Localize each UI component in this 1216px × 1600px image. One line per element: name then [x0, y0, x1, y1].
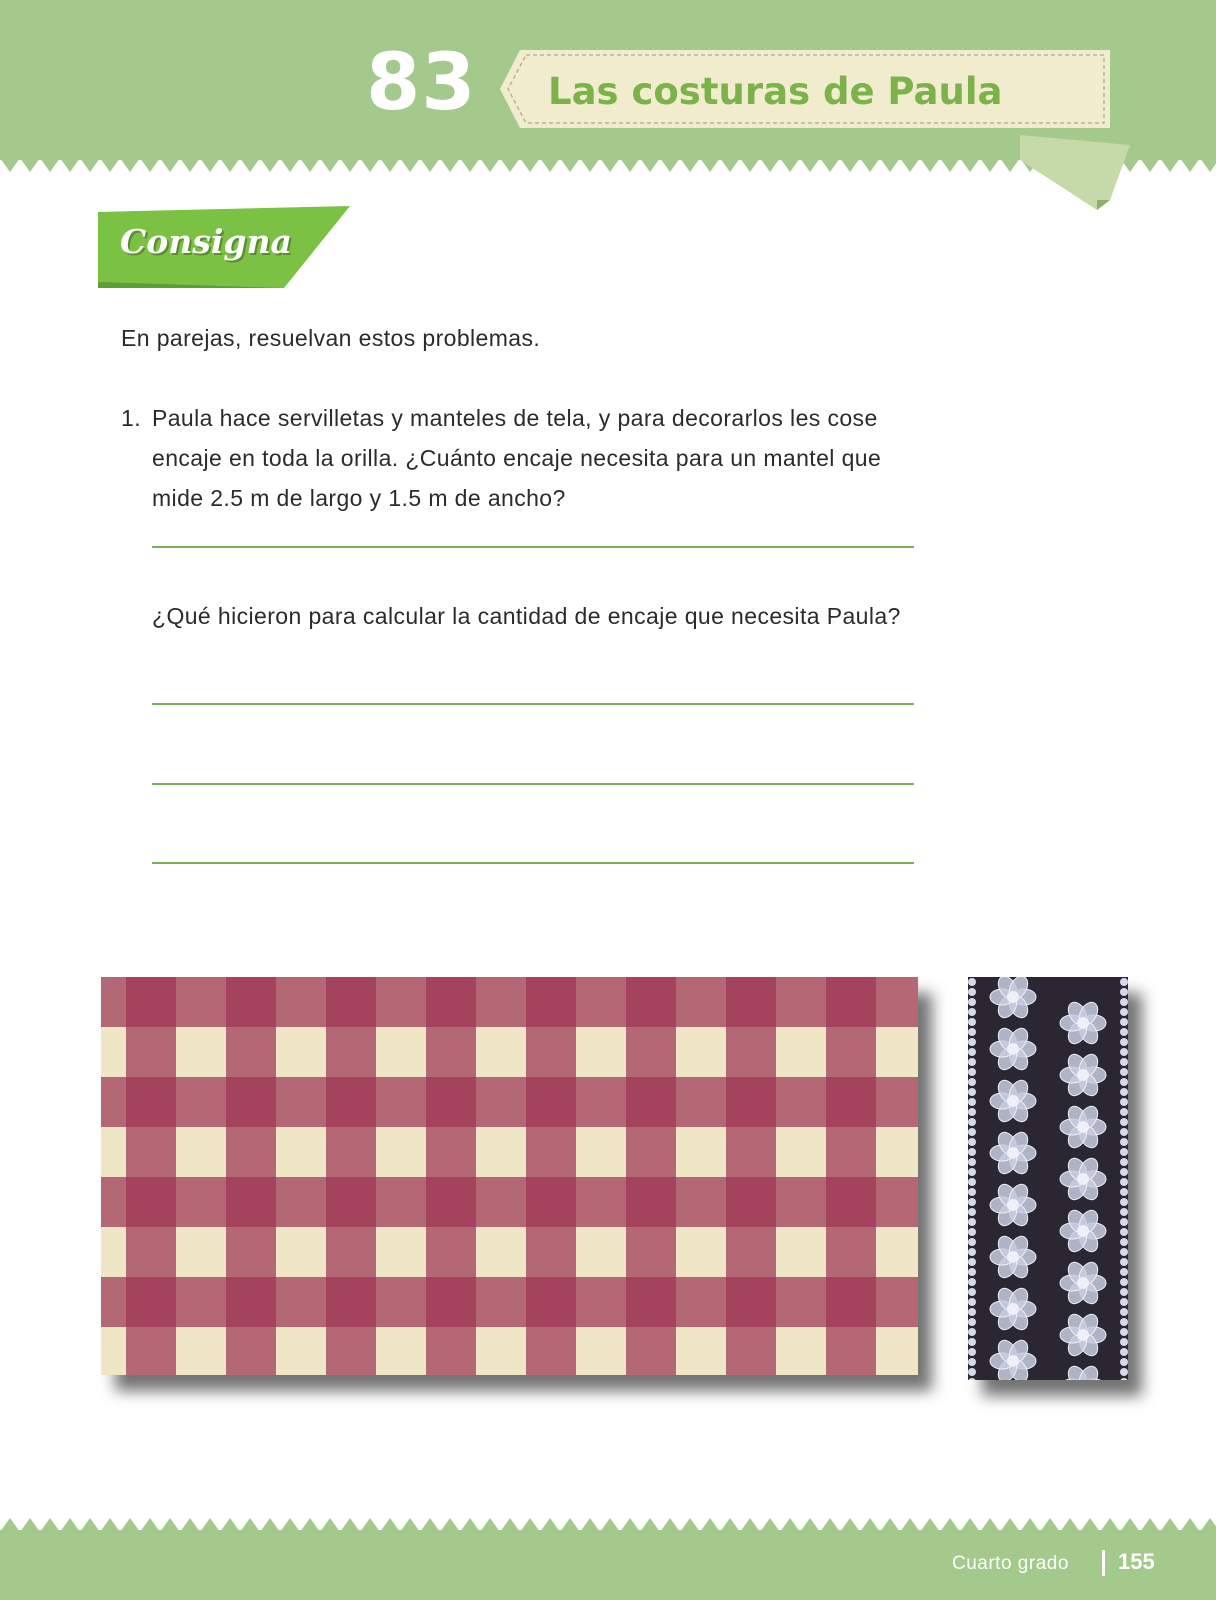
- lace-scallop: [968, 1248, 976, 1256]
- lace-scallop: [968, 1178, 976, 1186]
- lace-scallop: [1120, 1338, 1128, 1346]
- lace-flower-center: [1007, 1303, 1019, 1315]
- lace-scallop: [1120, 1188, 1128, 1196]
- lace-scallop: [968, 1138, 976, 1146]
- question-number: 1.: [121, 405, 141, 431]
- lace-scallop: [1120, 1178, 1128, 1186]
- lace-scallop: [968, 1038, 976, 1046]
- lace-scallop: [1120, 1158, 1128, 1166]
- lace-scallop: [968, 1358, 976, 1366]
- lace-scallop: [968, 1168, 976, 1176]
- lace-scallop: [1120, 1118, 1128, 1126]
- lace-scallop: [1120, 998, 1128, 1006]
- lace-flower-center: [1077, 1225, 1089, 1237]
- lace-scallop: [1120, 1248, 1128, 1256]
- lesson-number: 83: [366, 38, 477, 128]
- lace-flower-center: [1077, 1173, 1089, 1185]
- lace-scallop: [968, 1008, 976, 1016]
- lace-scallop: [1120, 988, 1128, 996]
- lace-scallop: [968, 1278, 976, 1286]
- lace-scallop: [1120, 1258, 1128, 1266]
- gingham-stripe-horizontal: [101, 977, 918, 1027]
- lace-scallop: [1120, 1088, 1128, 1096]
- gingham-stripe-horizontal: [101, 1077, 918, 1127]
- lace-scallop: [968, 1118, 976, 1126]
- lace-scallop: [1120, 1368, 1128, 1376]
- lace-trim-image: [968, 977, 1128, 1380]
- lace-scallop: [968, 1348, 976, 1356]
- answer-line[interactable]: [152, 546, 914, 548]
- lace-scallop: [1120, 1358, 1128, 1366]
- lace-scallop: [968, 1288, 976, 1296]
- lace-flower-center: [1077, 1329, 1089, 1341]
- lace-scallop: [1120, 1028, 1128, 1036]
- lace-scallop: [1120, 1168, 1128, 1176]
- lace-scallop: [1120, 1228, 1128, 1236]
- gingham-tablecloth-image: [101, 977, 918, 1375]
- lace-scallop: [1120, 1008, 1128, 1016]
- intro-text: En parejas, resuelvan estos problemas.: [121, 325, 541, 351]
- lace-scallop: [968, 1258, 976, 1266]
- lace-flower-center: [1007, 1095, 1019, 1107]
- gingham-stripe-horizontal: [101, 1177, 918, 1227]
- lace-scallop: [1120, 1298, 1128, 1306]
- lace-scallop: [1120, 978, 1128, 986]
- consigna-label: Consigna: [120, 222, 292, 261]
- question-text: Paula hace servilletas y manteles de tela, y para decorarlos les cose encaje en toda la orilla. ¿Cuánto encaje necesita para un mantel que mide 2.5 m de largo y 1.5 m de ancho?: [152, 405, 882, 511]
- answer-line[interactable]: [152, 862, 914, 864]
- lace-scallop: [1120, 1288, 1128, 1296]
- lace-scallop: [1120, 1098, 1128, 1106]
- lace-scallop: [968, 1108, 976, 1116]
- lace-flower-center: [1007, 1355, 1019, 1367]
- lace-scallop: [968, 1078, 976, 1086]
- lace-scallop: [968, 1128, 976, 1136]
- lace-scallop: [1120, 1268, 1128, 1276]
- answer-line[interactable]: [152, 783, 914, 785]
- gingham-stripe-horizontal: [101, 1277, 918, 1327]
- lace-scallop: [968, 998, 976, 1006]
- lace-flower-center: [1077, 1121, 1089, 1133]
- lace-scallop: [968, 1198, 976, 1206]
- lace-scallop: [968, 988, 976, 996]
- lace-scallop: [1120, 1198, 1128, 1206]
- lace-scallop: [968, 1208, 976, 1216]
- follow-up-question: ¿Qué hicieron para calcular la cantidad de encaje que necesita Paula?: [152, 603, 901, 629]
- lace-scallop: [1120, 1078, 1128, 1086]
- lace-flower-center: [1007, 1251, 1019, 1263]
- lace-scallop: [968, 1028, 976, 1036]
- lace-scallop: [1120, 1138, 1128, 1146]
- lace-scallop: [968, 1318, 976, 1326]
- answer-line[interactable]: [152, 703, 914, 705]
- lace-scallop: [1120, 1238, 1128, 1246]
- lace-scallop: [968, 1328, 976, 1336]
- lace-scallop: [1120, 1048, 1128, 1056]
- lace-scallop: [968, 1098, 976, 1106]
- lace-scallop: [1120, 1148, 1128, 1156]
- lace-scallop: [968, 978, 976, 986]
- lace-scallop: [1120, 1018, 1128, 1026]
- lace-scallop: [1120, 1208, 1128, 1216]
- footer-separator: [1102, 1550, 1105, 1576]
- page-number: 155: [1118, 1549, 1155, 1574]
- lace-scallop: [968, 1218, 976, 1226]
- lace-flower-center: [1007, 991, 1019, 1003]
- lace-flower-center: [1007, 1147, 1019, 1159]
- lace-flower-center: [1007, 1043, 1019, 1055]
- lace-scallop: [968, 1148, 976, 1156]
- lace-scallop: [1120, 1038, 1128, 1046]
- lace-scallop: [1120, 1328, 1128, 1336]
- lace-scallop: [968, 1308, 976, 1316]
- footer-grade: Cuarto grado: [952, 1553, 1069, 1574]
- lace-scallop: [1120, 1278, 1128, 1286]
- lace-scallop: [968, 1048, 976, 1056]
- lace-flower-center: [1007, 1199, 1019, 1211]
- lace-flower-center: [1077, 1017, 1089, 1029]
- lace-scallop: [968, 1238, 976, 1246]
- lace-scallop: [1120, 1058, 1128, 1066]
- lace-scallop: [968, 1338, 976, 1346]
- lace-scallop: [1120, 1348, 1128, 1356]
- lace-scallop: [1120, 1218, 1128, 1226]
- lace-scallop: [1120, 1128, 1128, 1136]
- lace-scallop: [968, 1298, 976, 1306]
- lace-scallop: [968, 1058, 976, 1066]
- lace-scallop: [1120, 1318, 1128, 1326]
- lace-scallop: [968, 1018, 976, 1026]
- lace-scallop: [968, 1268, 976, 1276]
- lace-scallop: [968, 1088, 976, 1096]
- lace-scallop: [968, 1158, 976, 1166]
- lace-scallop: [1120, 1108, 1128, 1116]
- lace-scallop: [968, 1188, 976, 1196]
- lace-flower-center: [1077, 1277, 1089, 1289]
- lesson-title: Las costuras de Paula: [548, 70, 1003, 113]
- lace-scallop: [968, 1228, 976, 1236]
- lace-scallop: [1120, 1308, 1128, 1316]
- lace-flower-center: [1077, 1069, 1089, 1081]
- lace-scallop: [1120, 1068, 1128, 1076]
- footer-zigzag-edge: [0, 1512, 1216, 1532]
- lace-scallop: [968, 1068, 976, 1076]
- lace-scallop: [968, 1368, 976, 1376]
